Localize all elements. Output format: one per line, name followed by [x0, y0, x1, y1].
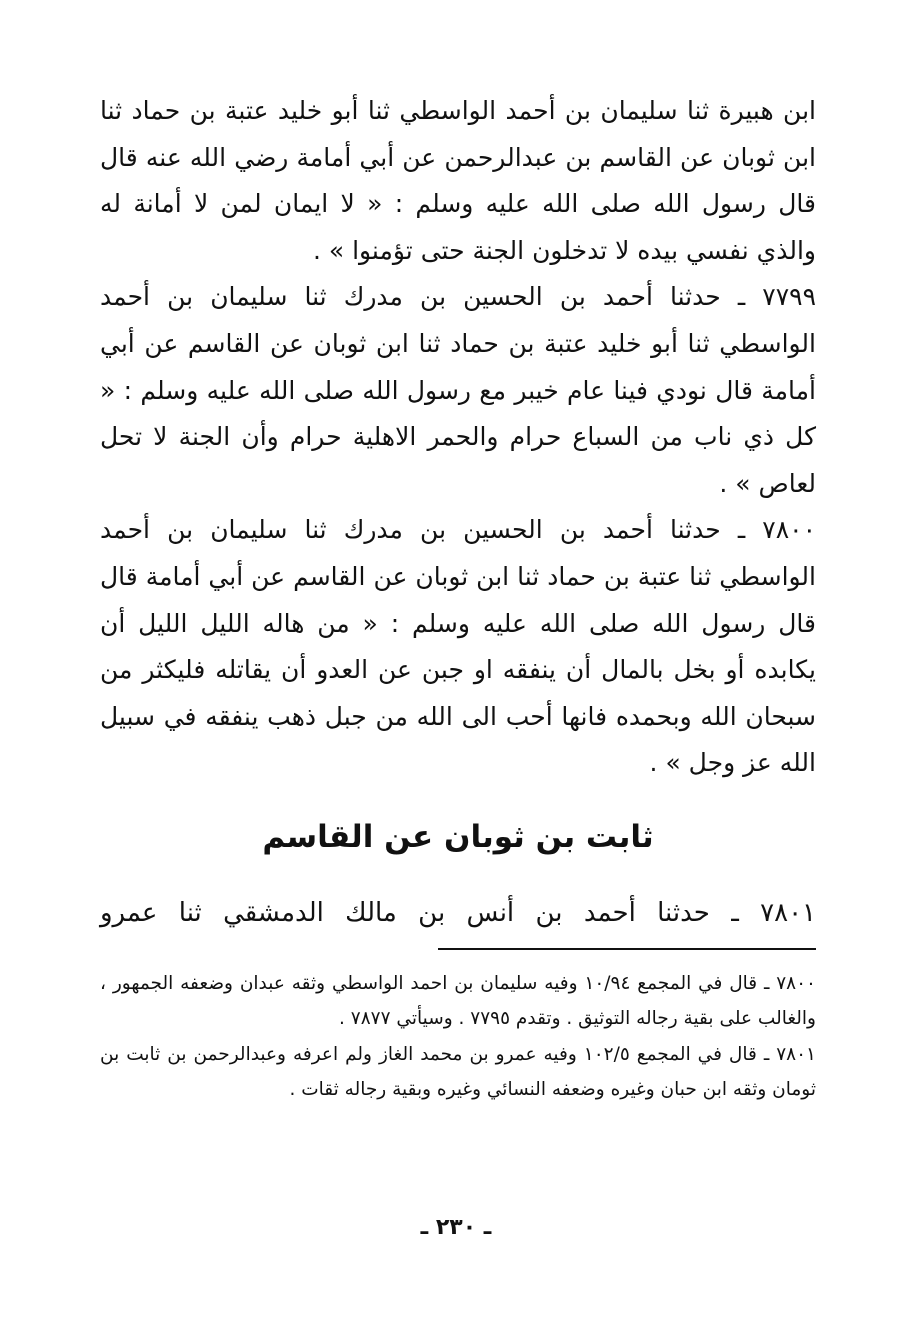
footnotes-block — [100, 966, 816, 1108]
section-heading: ثابت بن ثوبان عن القاسم — [262, 819, 654, 855]
page-number: ـ ٢٣٠ ـ — [420, 1215, 492, 1240]
hadith-paragraph-continued: ابن هبيرة ثنا سليمان بن أحمد الواسطي ثنا أبو خليد عتبة بن حماد ثنا ابن ثوبان عن القاسم بن عبدالرحمن عن أبي أمامة رضي الله عنه قال قال رسول الله صلى الله عليه وسلم : « لا ايمان لمن لا أمانة له والذي نفسي بيده لا تدخلون الجنة حتى تؤمنوا » . — [100, 96, 816, 265]
hadith-paragraph-7799: ٧٧٩٩ ـ حدثنا أحمد بن الحسين بن مدرك ثنا سليمان بن أحمد الواسطي ثنا أبو خليد عتبة بن حماد ثنا ابن ثوبان عن القاسم عن أبي أمامة قال نودي فينا عام خيبر مع رسول الله صلى الله عليه وسلم : « كل ذي ناب من السباع حرام والحمر الاهلية حرام وأن الجنة لا تحل لعاص » . — [100, 282, 816, 498]
hadith-paragraph-7801-start: ٧٨٠١ ـ حدثنا أحمد بن أنس بن مالك الدمشقي ثنا عمرو — [100, 898, 816, 928]
main-text-block — [100, 88, 816, 787]
footnote-divider — [438, 948, 816, 950]
hadith-paragraph-7800: ٧٨٠٠ ـ حدثنا أحمد بن الحسين بن مدرك ثنا سليمان بن أحمد الواسطي ثنا عتبة بن حماد ثنا ابن ثوبان عن القاسم عن أبي أمامة قال قال رسول الله صلى الله عليه وسلم : « من هاله الليل الليل أن يكابده أو بخل بالمال أن ينفقه او جبن عن العدو أن يقاتله فليكثر من سبحان الله وبحمده فانها أحب الى الله من جبل ذهب ينفقه في سبيل الله عز وجل » . — [100, 515, 816, 778]
footnote-7801: ٧٨٠١ ـ قال في المجمع ١٠٢/٥ وفيه عمرو بن محمد الغاز ولم اعرفه وعبدالرحمن بن ثابت بن ثومان وثقه ابن حبان وغيره وضعفه النسائي وغيره وبقية رجاله ثقات . — [100, 1043, 816, 1101]
footnote-7800: ٧٨٠٠ ـ قال في المجمع ١٠/٩٤ وفيه سليمان بن احمد الواسطي وثقه عبدان وضعفه الجمهور ، والغالب على بقية رجاله التوثيق . وتقدم ٧٧٩٥ . وسيأتي ٧٨٧٧ . — [100, 973, 816, 1030]
